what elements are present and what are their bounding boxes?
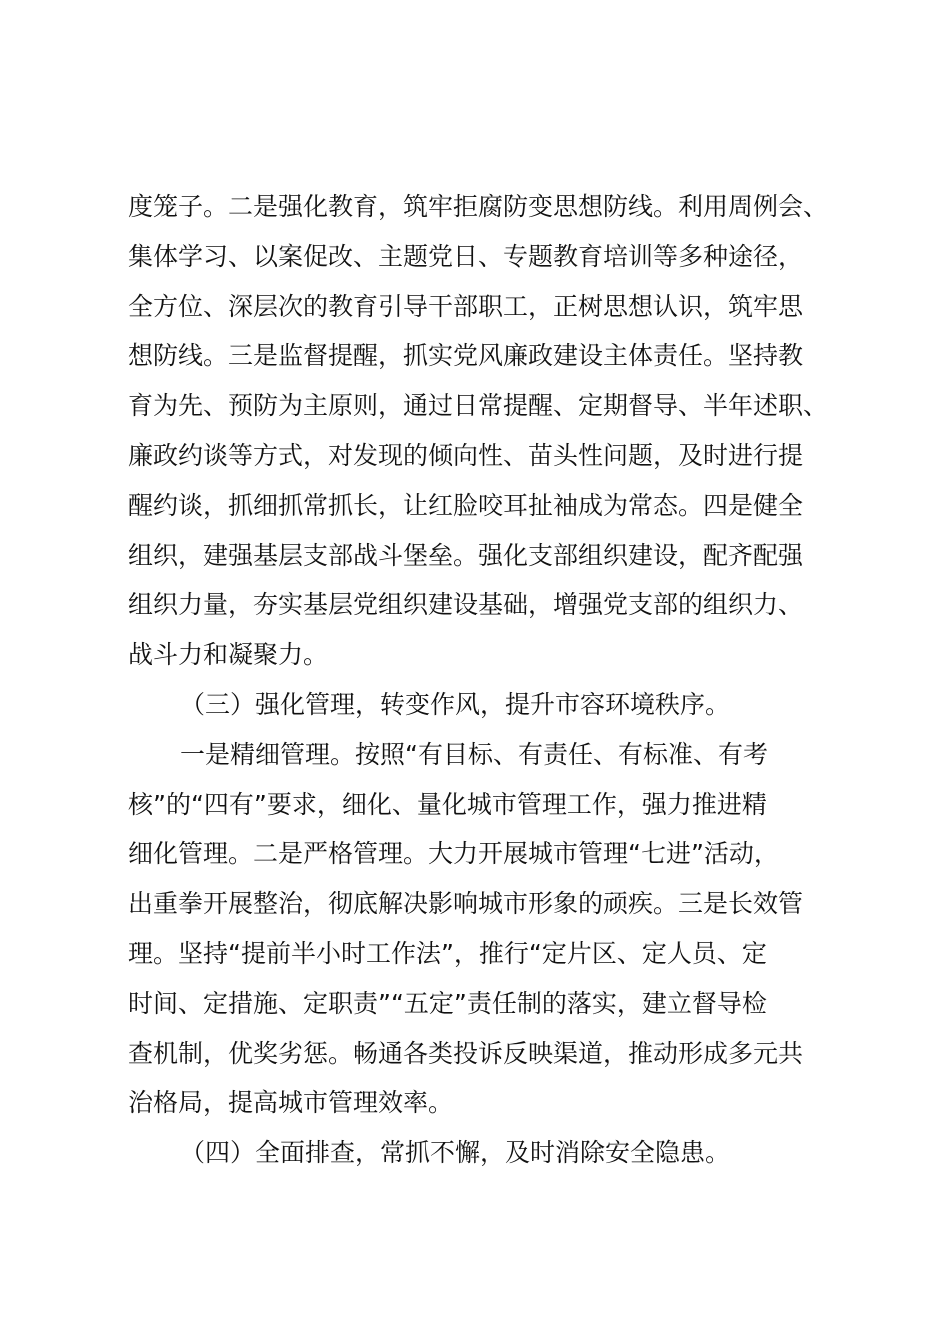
text-line: 育为先、预防为主原则，通过日常提醒、定期督导、半年述职、 (128, 391, 829, 421)
text-line: 廉政约谈等方式，对发现的倾向性、苗头性问题，及时进行提 (128, 440, 804, 470)
text-line: 全方位、深层次的教育引导干部职工，正树思想认识，筑牢思 (128, 291, 804, 321)
text-line: 时间、定措施、定职责”“五定”责任制的落实，建立督导检 (128, 988, 767, 1018)
text-line: 出重拳开展整治，彻底解决影响城市形象的顽疾。三是长效管 (128, 889, 804, 919)
text-line: 核”的“四有”要求，细化、量化城市管理工作，强力推进精 (128, 789, 767, 819)
text-line: 战斗力和凝聚力。 (128, 640, 329, 670)
text-line: 组织力量，夯实基层党组织建设基础，增强党支部的组织力、 (128, 590, 804, 620)
text-line: 醒约谈，抓细抓常抓长，让红脸咬耳扯袖成为常态。四是健全 (128, 490, 804, 520)
text-line: 查机制，优奖劣惩。畅通各类投诉反映渠道，推动形成多元共 (128, 1038, 804, 1068)
text-line: 度笼子。二是强化教育，筑牢拒腐防变思想防线。利用周例会、 (128, 192, 829, 221)
text-line: 细化管理。二是严格管理。大力开展城市管理“七进”活动， (128, 839, 779, 869)
section-heading-4: （四）全面排查，常抓不懈，及时消除安全隐患。 (180, 1138, 731, 1168)
text-line: 理。坚持“提前半小时工作法”，推行“定片区、定人员、定 (128, 938, 767, 968)
body-text (128, 182, 832, 1178)
text-line: 治格局，提高城市管理效率。 (128, 1088, 454, 1118)
paragraph-start: 一是精细管理。按照“有目标、有责任、有标准、有考 (180, 739, 768, 769)
text-line: 组织，建强基层支部战斗堡垒。强化支部组织建设，配齐配强 (128, 540, 804, 570)
text-line: 想防线。三是监督提醒，抓实党风廉政建设主体责任。坚持教 (128, 341, 804, 371)
text-line: 集体学习、以案促改、主题党日、专题教育培训等多种途径， (128, 241, 804, 271)
section-heading-3: （三）强化管理，转变作风，提升市容环境秩序。 (180, 689, 731, 719)
